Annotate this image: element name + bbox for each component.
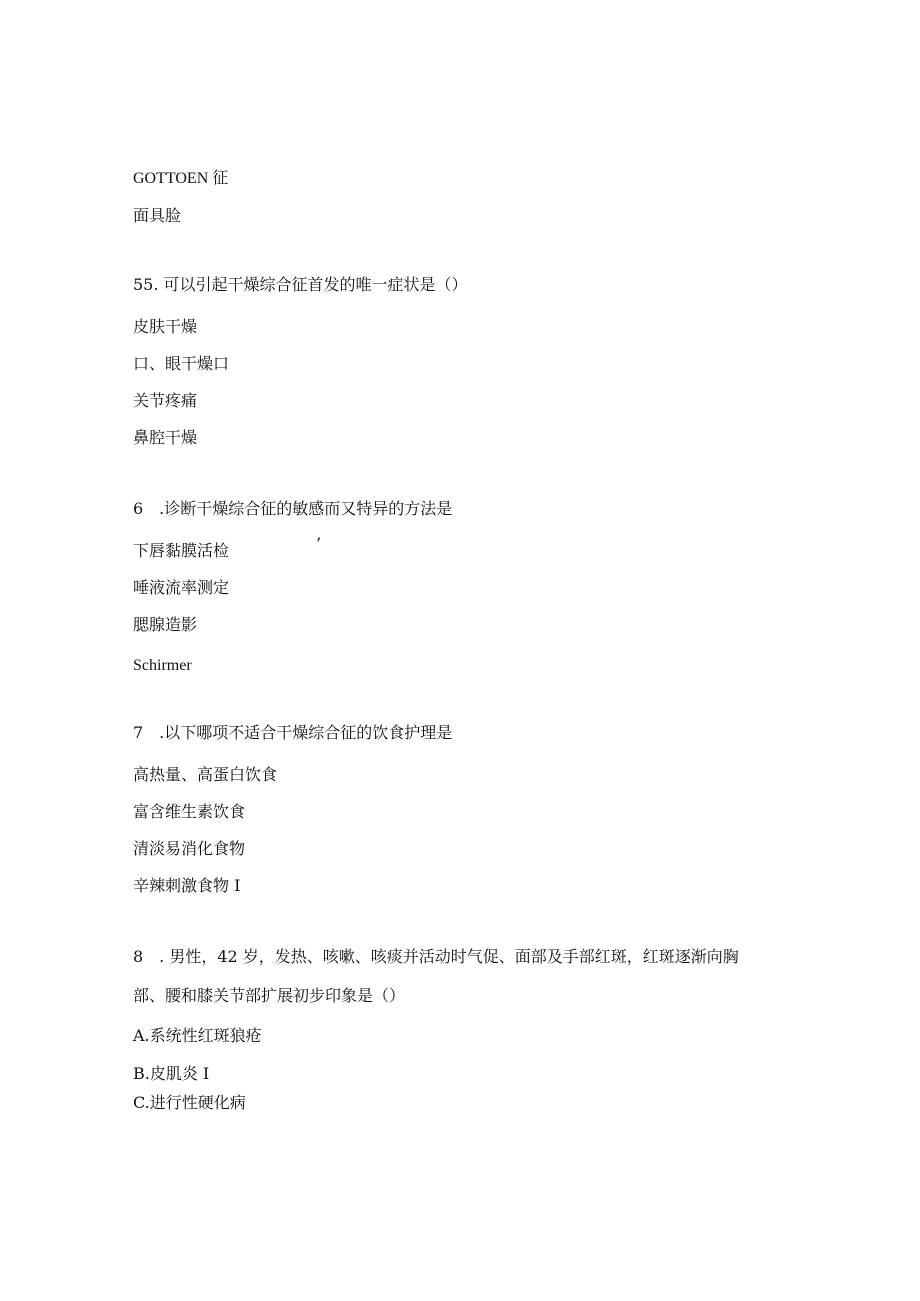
- q6-option-3: 腮腺造影: [133, 615, 198, 634]
- q8-option-c: C.进行性硬化病: [133, 1093, 246, 1112]
- q6-option-4: Schirmer: [133, 657, 192, 674]
- stray-mark: ’: [316, 534, 322, 553]
- q55-option-3: 关节疼痛: [133, 391, 198, 410]
- question-8-line-2: 部、腰和膝关节部扩展初步印象是（）: [133, 986, 406, 1005]
- q7-option-2: 富含维生素饮食: [133, 802, 246, 821]
- q55-option-2: 口、眼干燥口: [133, 354, 230, 373]
- q8-option-b: B.皮肌炎 I: [133, 1064, 210, 1083]
- q7-option-1: 高热量、高蛋白饮食: [133, 765, 278, 784]
- q55-option-1: 皮肤干燥: [133, 317, 198, 336]
- question-6: 6 .诊断干燥综合征的敏感而又特异的方法是: [133, 499, 453, 518]
- q6-option-1: 下唇黏膜活检: [133, 541, 230, 560]
- q7-option-4: 辛辣刺激食物 I: [133, 876, 241, 895]
- q7-option-3: 清淡易消化食物: [133, 839, 246, 858]
- q8-option-a: A.系统性红斑狼疮: [133, 1026, 262, 1045]
- q6-option-2: 唾液流率测定: [133, 578, 230, 597]
- q55-option-4: 鼻腔干燥: [133, 428, 198, 447]
- question-7: 7 .以下哪项不适合干燥综合征的饮食护理是: [133, 723, 453, 742]
- question-55: 55. 可以引起干燥综合征首发的唯一症状是（）: [133, 275, 468, 294]
- option-gotton-sign: GOTTOEN 征: [133, 170, 229, 187]
- question-8-line-1: 8 . 男性，42 岁，发热、咳嗽、咳痰并活动时气促、面部及手部红斑，红斑逐渐向胸: [133, 947, 739, 966]
- option-mask-face: 面具脸: [133, 206, 182, 225]
